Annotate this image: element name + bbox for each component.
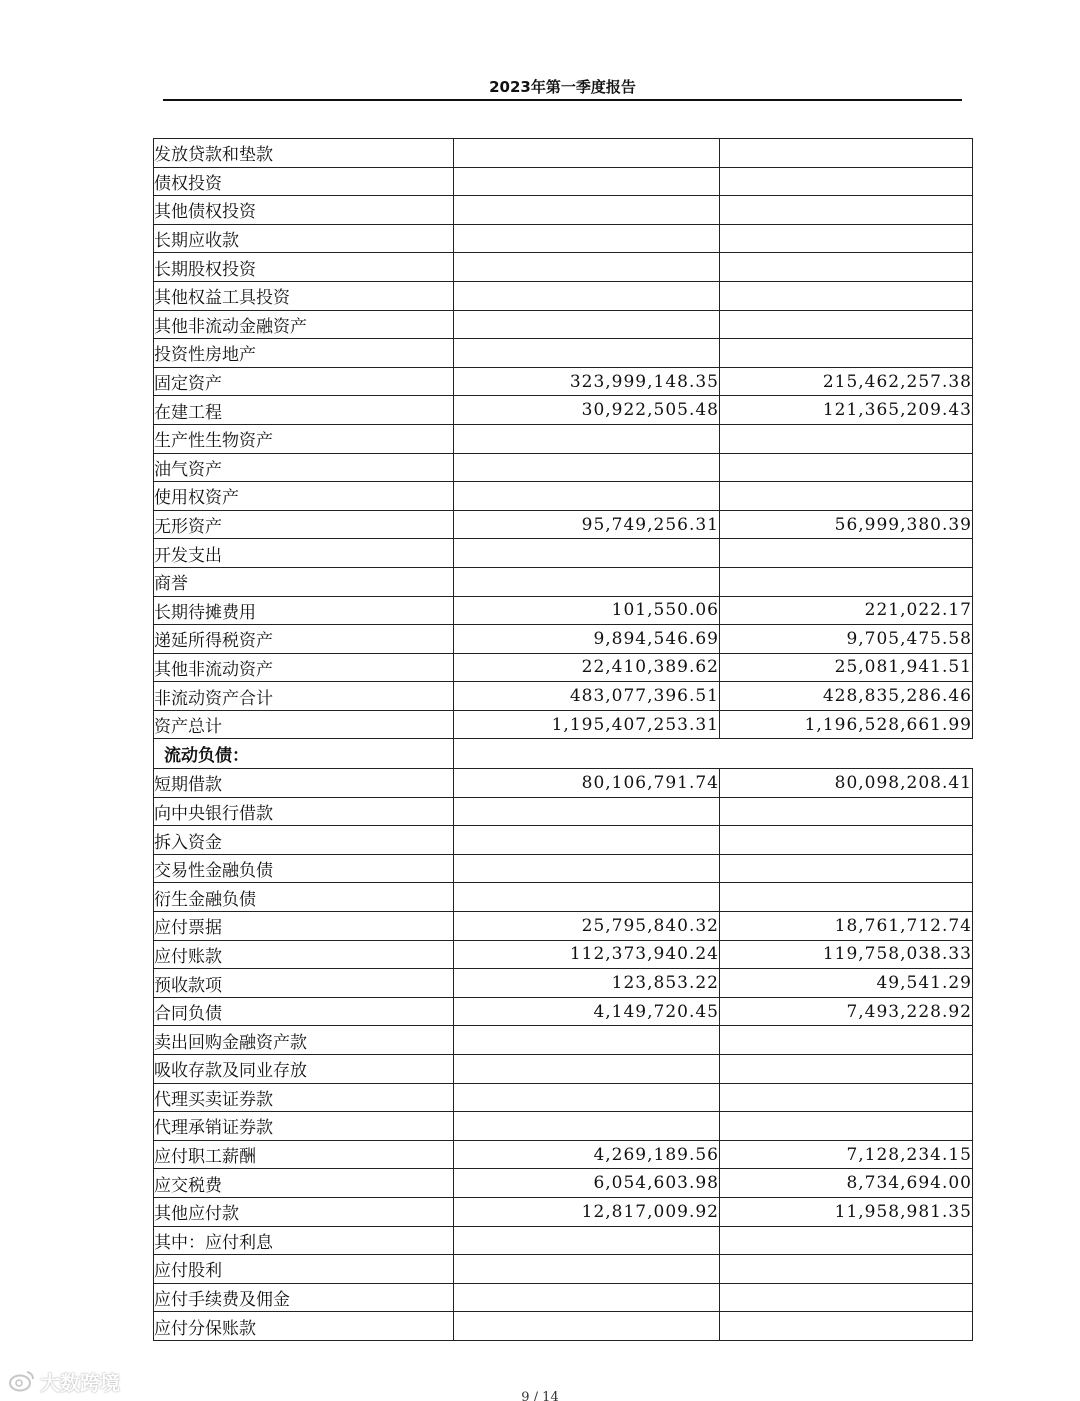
row-label: 预收款项 — [154, 969, 454, 998]
row-label: 无形资产 — [154, 510, 454, 539]
row-label: 其他非流动资产 — [154, 653, 454, 682]
row-label: 发放贷款和垫款 — [154, 139, 454, 168]
period-end-value — [454, 224, 720, 253]
period-end-value: 6,054,603.98 — [454, 1169, 720, 1198]
row-label: 应付股利 — [154, 1255, 454, 1284]
prior-year-end-value — [720, 1226, 973, 1255]
prior-year-end-value: 49,541.29 — [720, 969, 973, 998]
prior-year-end-value: 8,734,694.00 — [720, 1169, 973, 1198]
period-end-value — [454, 854, 720, 883]
period-end-value — [454, 453, 720, 482]
prior-year-end-value — [720, 1255, 973, 1284]
row-label: 应付分保账款 — [154, 1312, 454, 1341]
prior-year-end-value: 119,758,038.33 — [720, 940, 973, 969]
period-end-value: 30,922,505.48 — [454, 396, 720, 425]
period-end-value — [454, 797, 720, 826]
prior-year-end-value — [720, 797, 973, 826]
section-spacer — [454, 739, 973, 769]
period-end-value: 22,410,389.62 — [454, 653, 720, 682]
prior-year-end-value — [720, 224, 973, 253]
page-number: 9 / 14 — [521, 1390, 559, 1401]
period-end-value — [454, 139, 720, 168]
period-end-value — [454, 1083, 720, 1112]
table-row — [154, 854, 973, 883]
table-row — [154, 1112, 973, 1141]
table-row — [154, 653, 973, 682]
period-end-value — [454, 567, 720, 596]
table-row — [154, 883, 973, 912]
table-row — [154, 510, 973, 539]
prior-year-end-value — [720, 196, 973, 225]
row-label: 投资性房地产 — [154, 339, 454, 368]
prior-year-end-value: 7,128,234.15 — [720, 1140, 973, 1169]
table-row — [154, 940, 973, 969]
period-end-value: 123,853.22 — [454, 969, 720, 998]
table-row — [154, 367, 973, 396]
prior-year-end-value — [720, 826, 973, 855]
row-label: 应交税费 — [154, 1169, 454, 1198]
period-end-value — [454, 281, 720, 310]
table-row — [154, 139, 973, 168]
row-label: 生产性生物资产 — [154, 424, 454, 453]
period-end-value — [454, 1026, 720, 1055]
table-row — [154, 997, 973, 1026]
table-row — [154, 625, 973, 654]
prior-year-end-value — [720, 453, 973, 482]
table-row — [154, 224, 973, 253]
row-label: 商誉 — [154, 567, 454, 596]
row-label: 其中：应付利息 — [154, 1226, 454, 1255]
row-label: 短期借款 — [154, 769, 454, 798]
period-end-value: 80,106,791.74 — [454, 769, 720, 798]
table-row — [154, 1083, 973, 1112]
table-row — [154, 1197, 973, 1226]
table-row — [154, 1026, 973, 1055]
prior-year-end-value — [720, 854, 973, 883]
balance-sheet-body — [154, 139, 973, 1341]
row-label: 应付手续费及佣金 — [154, 1283, 454, 1312]
period-end-value — [454, 1283, 720, 1312]
period-end-value — [454, 826, 720, 855]
table-row — [154, 539, 973, 568]
prior-year-end-value: 80,098,208.41 — [720, 769, 973, 798]
table-row — [154, 339, 973, 368]
period-end-value — [454, 424, 720, 453]
table-row — [154, 826, 973, 855]
prior-year-end-value: 121,365,209.43 — [720, 396, 973, 425]
period-end-value: 95,749,256.31 — [454, 510, 720, 539]
prior-year-end-value — [720, 424, 973, 453]
period-end-value: 12,817,009.92 — [454, 1197, 720, 1226]
table-row — [154, 1226, 973, 1255]
table-row — [154, 424, 973, 453]
row-label: 其他权益工具投资 — [154, 281, 454, 310]
period-end-value — [454, 253, 720, 282]
table-row — [154, 797, 973, 826]
period-end-value — [454, 310, 720, 339]
period-end-value: 9,894,546.69 — [454, 625, 720, 654]
row-label: 吸收存款及同业存放 — [154, 1055, 454, 1084]
section-heading: 流动负债： — [154, 739, 454, 769]
period-end-value: 4,149,720.45 — [454, 997, 720, 1026]
period-end-value — [454, 1112, 720, 1141]
table-row — [154, 769, 973, 798]
row-label: 递延所得税资产 — [154, 625, 454, 654]
prior-year-end-value — [720, 1083, 973, 1112]
row-label: 债权投资 — [154, 167, 454, 196]
table-row — [154, 567, 973, 596]
period-end-value — [454, 1255, 720, 1284]
row-label: 拆入资金 — [154, 826, 454, 855]
period-end-value: 101,550.06 — [454, 596, 720, 625]
period-end-value — [454, 196, 720, 225]
period-end-value: 25,795,840.32 — [454, 912, 720, 941]
prior-year-end-value: 215,462,257.38 — [720, 367, 973, 396]
prior-year-end-value — [720, 339, 973, 368]
prior-year-end-value: 428,835,286.46 — [720, 682, 973, 711]
row-label: 代理承销证券款 — [154, 1112, 454, 1141]
section-row-current-liabilities — [154, 739, 973, 769]
table-row — [154, 1169, 973, 1198]
row-label: 衍生金融负债 — [154, 883, 454, 912]
balance-sheet-table — [153, 138, 973, 1341]
table-row — [154, 596, 973, 625]
table-row — [154, 1312, 973, 1341]
header-rule — [163, 99, 962, 101]
row-label: 资产总计 — [154, 710, 454, 739]
table-row — [154, 1283, 973, 1312]
row-label: 应付账款 — [154, 940, 454, 969]
prior-year-end-value — [720, 1112, 973, 1141]
prior-year-end-value — [720, 883, 973, 912]
table-row — [154, 1140, 973, 1169]
prior-year-end-value — [720, 281, 973, 310]
period-end-value: 1,195,407,253.31 — [454, 710, 720, 739]
prior-year-end-value — [720, 253, 973, 282]
weibo-logo-icon — [8, 1369, 36, 1393]
table-row — [154, 396, 973, 425]
row-label: 应付票据 — [154, 912, 454, 941]
period-end-value — [454, 482, 720, 511]
period-end-value: 4,269,189.56 — [454, 1140, 720, 1169]
row-label: 长期待摊费用 — [154, 596, 454, 625]
prior-year-end-value: 221,022.17 — [720, 596, 973, 625]
table-row — [154, 682, 973, 711]
prior-year-end-value — [720, 482, 973, 511]
row-label: 油气资产 — [154, 453, 454, 482]
prior-year-end-value — [720, 139, 973, 168]
row-label: 向中央银行借款 — [154, 797, 454, 826]
prior-year-end-value — [720, 539, 973, 568]
period-end-value — [454, 1055, 720, 1084]
prior-year-end-value — [720, 1026, 973, 1055]
period-end-value: 323,999,148.35 — [454, 367, 720, 396]
report-header-title: 2023年第一季度报告 — [489, 78, 636, 96]
prior-year-end-value: 9,705,475.58 — [720, 625, 973, 654]
table-row — [154, 253, 973, 282]
table-row — [154, 167, 973, 196]
prior-year-end-value — [720, 167, 973, 196]
row-label: 长期应收款 — [154, 224, 454, 253]
row-label: 代理买卖证券款 — [154, 1083, 454, 1112]
table-row — [154, 281, 973, 310]
period-end-value — [454, 1226, 720, 1255]
row-label: 固定资产 — [154, 367, 454, 396]
table-row — [154, 453, 973, 482]
table-row — [154, 969, 973, 998]
row-label: 交易性金融负债 — [154, 854, 454, 883]
row-label: 其他债权投资 — [154, 196, 454, 225]
table-row — [154, 1255, 973, 1284]
table-row — [154, 1055, 973, 1084]
prior-year-end-value — [720, 1312, 973, 1341]
prior-year-end-value — [720, 567, 973, 596]
row-label: 长期股权投资 — [154, 253, 454, 282]
row-label: 非流动资产合计 — [154, 682, 454, 711]
table-row — [154, 310, 973, 339]
row-label: 合同负债 — [154, 997, 454, 1026]
table-row — [154, 710, 973, 739]
row-label: 其他应付款 — [154, 1197, 454, 1226]
period-end-value — [454, 167, 720, 196]
row-label: 卖出回购金融资产款 — [154, 1026, 454, 1055]
prior-year-end-value — [720, 1283, 973, 1312]
row-label: 在建工程 — [154, 396, 454, 425]
watermark — [8, 1366, 120, 1396]
row-label: 其他非流动金融资产 — [154, 310, 454, 339]
period-end-value — [454, 339, 720, 368]
watermark-text: 大数跨境 — [40, 1370, 120, 1395]
period-end-value: 112,373,940.24 — [454, 940, 720, 969]
prior-year-end-value: 1,196,528,661.99 — [720, 710, 973, 739]
period-end-value — [454, 883, 720, 912]
row-label: 开发支出 — [154, 539, 454, 568]
prior-year-end-value: 18,761,712.74 — [720, 912, 973, 941]
prior-year-end-value — [720, 1055, 973, 1084]
prior-year-end-value: 25,081,941.51 — [720, 653, 973, 682]
table-row — [154, 482, 973, 511]
prior-year-end-value: 7,493,228.92 — [720, 997, 973, 1026]
row-label: 应付职工薪酬 — [154, 1140, 454, 1169]
prior-year-end-value: 56,999,380.39 — [720, 510, 973, 539]
row-label: 使用权资产 — [154, 482, 454, 511]
period-end-value — [454, 539, 720, 568]
table-row — [154, 912, 973, 941]
table-row — [154, 196, 973, 225]
period-end-value — [454, 1312, 720, 1341]
period-end-value: 483,077,396.51 — [454, 682, 720, 711]
prior-year-end-value — [720, 310, 973, 339]
prior-year-end-value: 11,958,981.35 — [720, 1197, 973, 1226]
